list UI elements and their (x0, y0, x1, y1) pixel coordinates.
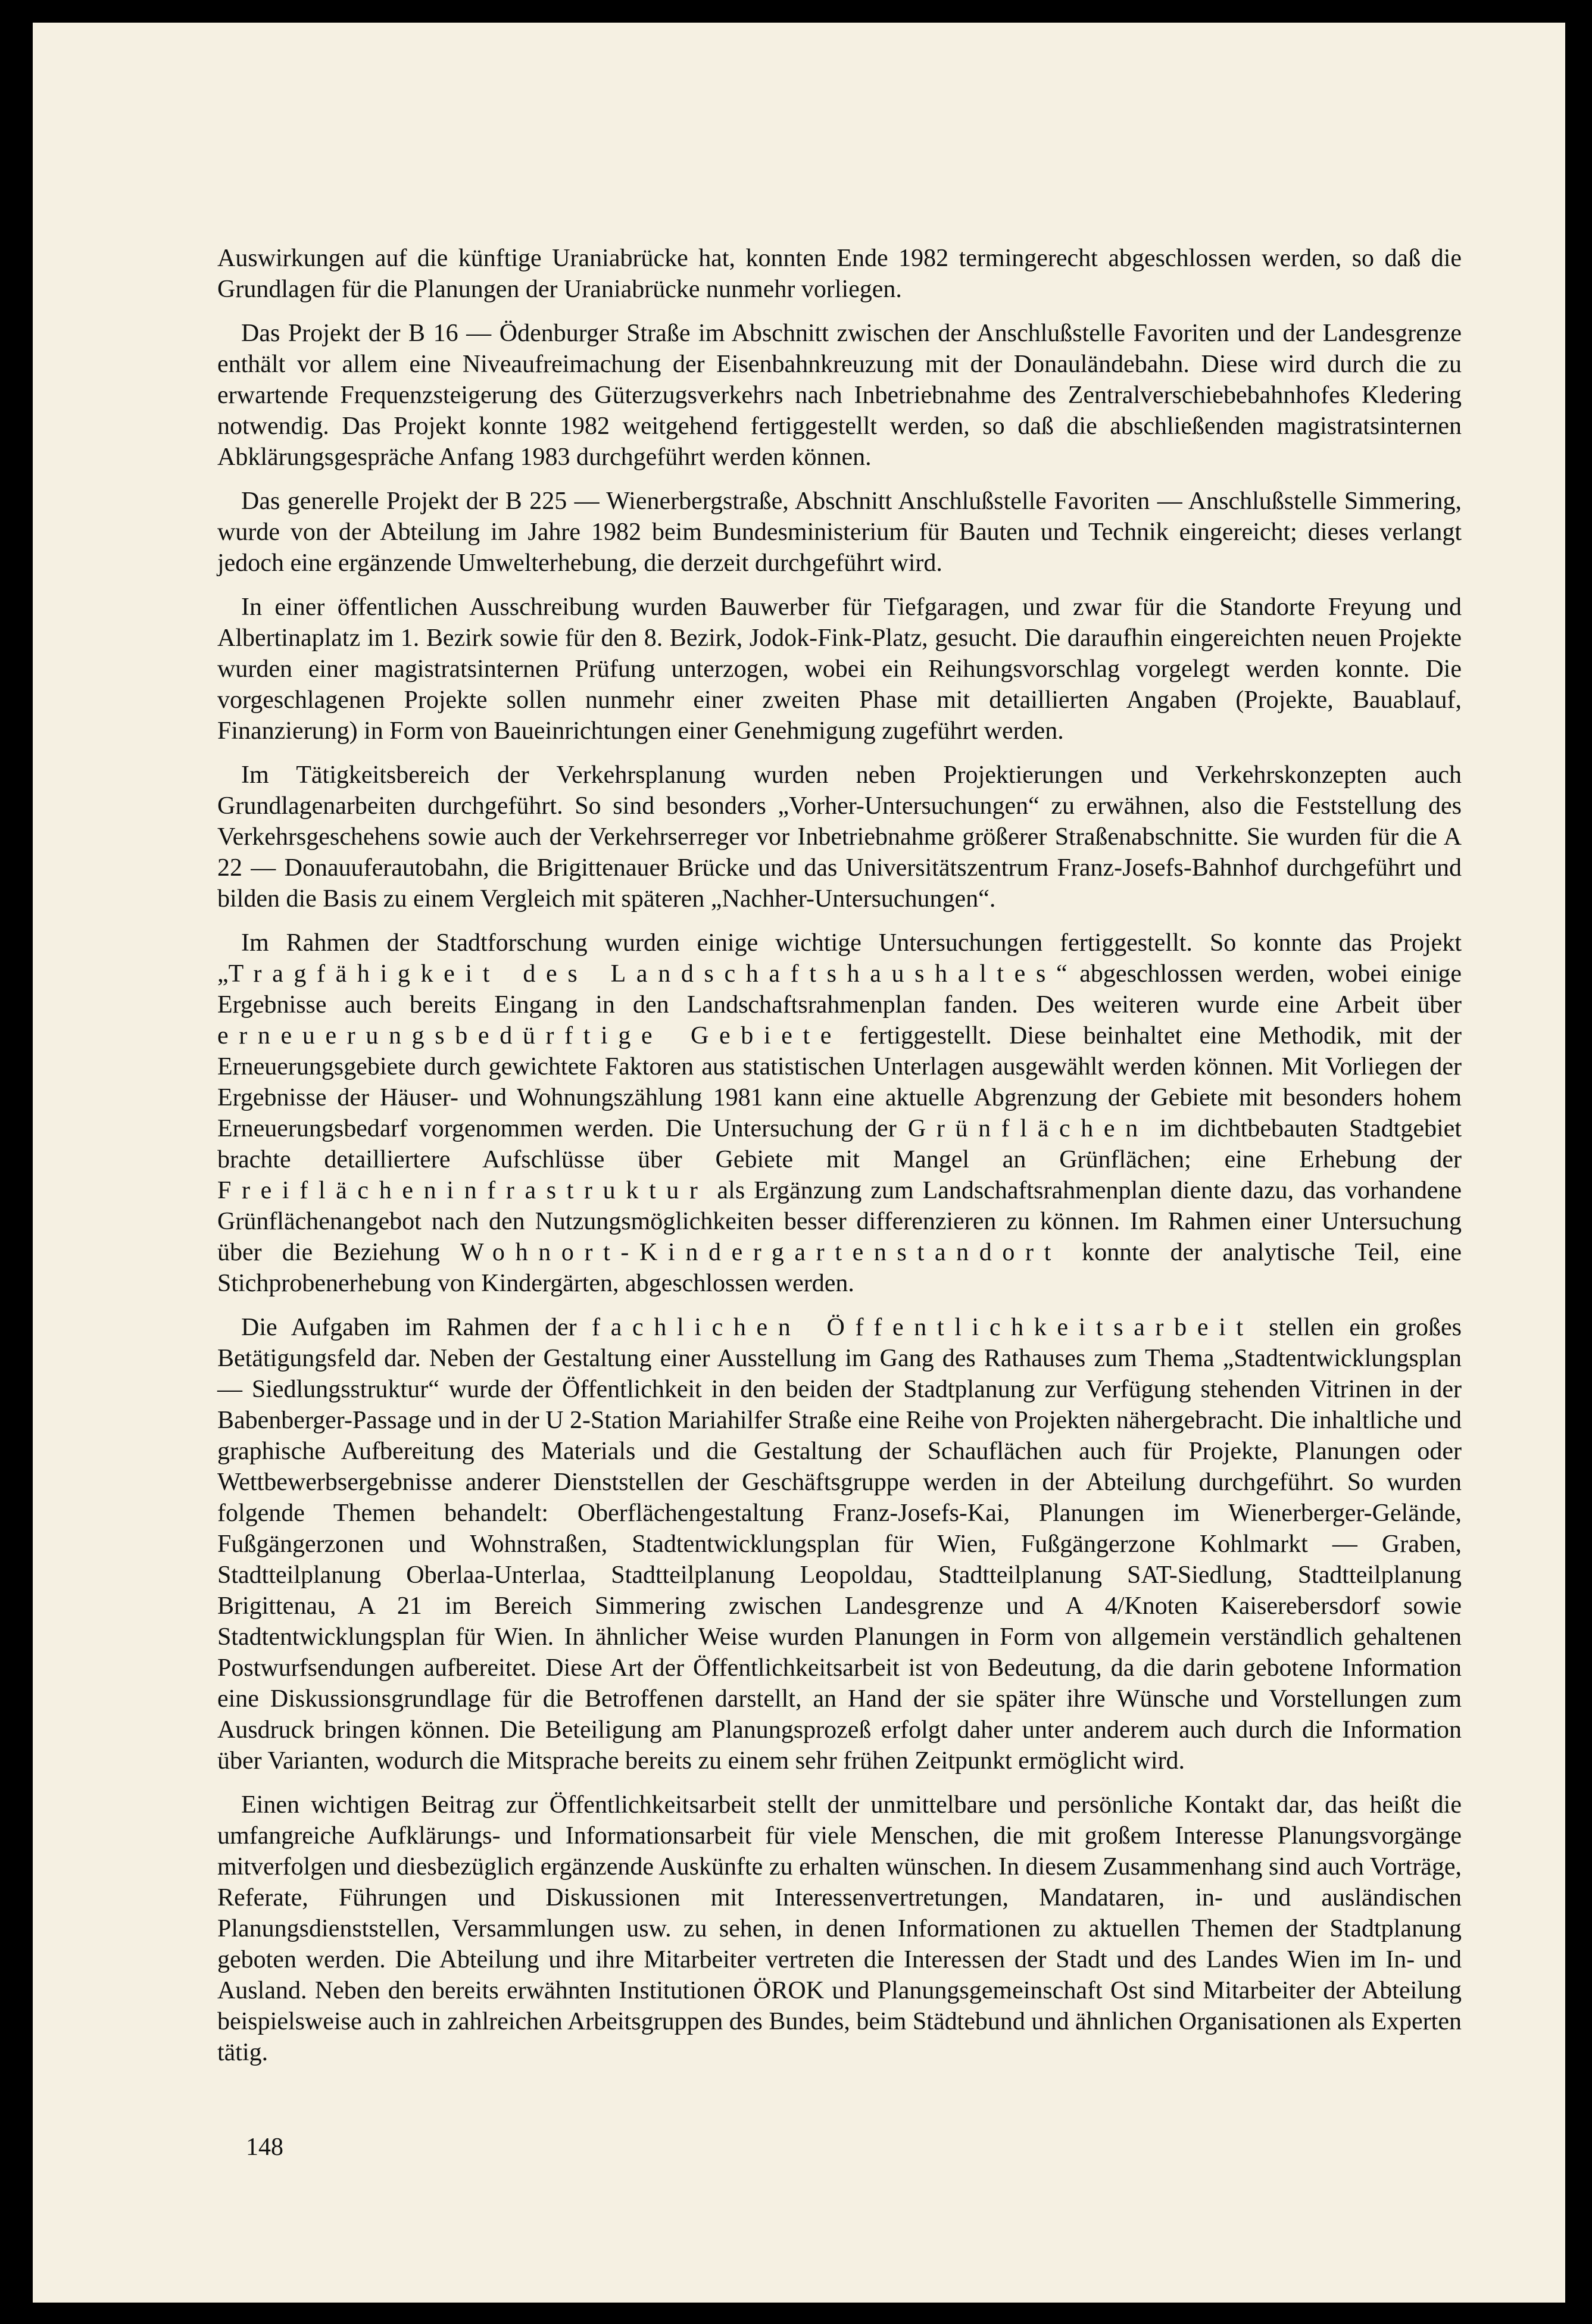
text-segment: Im Tätigkeitsbereich der Verkehrsplanung wurden neben Projektierungen und Verkehrskonzepten auch Grundlagenarbeiten durchgeführt. So sind besonders „Vorher-Untersuchungen“ zu erwähnen, also die Feststellung des Verkehrsgeschehens sowie auch der Verkehrserreger vor Inbetriebnahme größerer Straßenabschnitte. Sie wurden für die A 22 — Donauuferautobahn, die Brigittenauer Brücke und das Universitätszentrum Franz-Josefs-Bahnhof durchgeführt und bilden die Basis zu einem Vergleich mit späteren „Nachher-Untersuchungen“. (217, 761, 1462, 913)
spaced-emphasis: fachlichen Öffentlichkeitsarbeit (592, 1314, 1254, 1341)
paragraph (217, 486, 1462, 579)
spaced-emphasis: Wohnort-Kindergartenstandort (460, 1239, 1062, 1266)
text-segment: Im Rahmen der Stadtforschung wurden einige wichtige Untersuchungen fertiggestellt. So konnte das Projekt „ (217, 929, 1462, 988)
text-segment: als Ergänzung zum Landschaftsrahmenplan diente dazu, das vorhandene Grünflächenangebot nach den Nutzungsmöglichkeiten besser differenzieren zu können. Im Rahmen einer Untersuchung über die Beziehung (217, 1177, 1462, 1266)
text-segment: fertiggestellt. Diese beinhaltet eine Methodik, mit der Erneuerungsgebiete durch gewichtete Faktoren aus statistischen Unterlagen ausgewählt werden können. Mit Vorliegen der Ergebnisse der Häuser- und Wohnungszählung 1981 kann eine aktuelle Abgrenzung der Gebiete mit besonders hohem Erneuerungsbedarf vorgenommen werden. Die Untersuchung der (217, 1022, 1462, 1142)
text-segment: “ abgeschlossen werden, wobei einige Ergebnisse auch bereits Eingang in den Landschaftsrahmenplan fanden. Des weiteren wurde eine Arbeit über (217, 960, 1462, 1019)
text-segment: im dichtbebauten Stadtgebiet brachte detailliertere Aufschlüsse über Gebiete mit Mangel an Grünflächen; eine Erhebung der (217, 1115, 1462, 1173)
paragraph (217, 318, 1462, 473)
text-segment: stellen ein großes Betätigungsfeld dar. Neben der Gestaltung einer Ausstellung im Gang des Rathauses zum Thema „Stadtentwicklungsplan — Siedlungsstruktur“ wurde der Öffentlichkeit in den beiden der Stadtplanung zur Verfügung stehenden Vitrinen in der Babenberger-Passage und in der U 2-Station Mariahilfer Straße eine Reihe von Projekten nähergebracht. Die inhaltliche und graphische Aufbereitung des Materials und die Gestaltung der Schauflächen auch für Projekte, Planungen oder Wettbewerbsergebnisse anderer Dienststellen der Geschäftsgruppe werden in der Abteilung durchgeführt. So wurden folgende Themen behandelt: Oberflächengestaltung Franz-Josefs-Kai, Planungen im Wienerberger-Gelände, Fußgängerzonen und Wohnstraßen, Stadtentwicklungsplan für Wien, Fußgängerzone Kohlmarkt — Graben, Stadtteilplanung Oberlaa-Unterlaa, Stadtteilplanung Leopoldau, Stadtteilplanung SAT-Siedlung, Stadtteilplanung Brigittenau, A 21 im Bereich Simmering zwischen Landesgrenze und A 4/Knoten Kaiserebersdorf sowie Stadtentwicklungsplan für Wien. In ähnlicher Weise wurden Planungen in Form von allgemein verständlich gehaltenen Postwurfsendungen aufbereitet. Diese Art der Öffentlichkeitsarbeit ist von Bedeutung, da die darin gebotene Information eine Diskussionsgrundlage für die Betroffenen darstellt, an Hand der sie später ihre Wünsche und Vorstellungen zum Ausdruck bringen können. Die Beteiligung am Planungsprozeß erfolgt daher unter anderem auch durch die Information über Varianten, wodurch die Mitsprache bereits zu einem sehr frühen Zeitpunkt ermöglicht wird. (217, 1314, 1462, 1775)
text-segment: Das generelle Projekt der B 225 — Wienerbergstraße, Abschnitt Anschlußstelle Favoriten — Anschlußstelle Simmering, wurde von der Abteilung im Jahre 1982 beim Bundesministerium für Bauten und Technik eingereicht; dieses verlangt jedoch eine ergänzende Umwelterhebung, die derzeit durchgeführt wird. (217, 488, 1462, 577)
paragraph (217, 592, 1462, 746)
paragraph (217, 760, 1462, 914)
page-number: 148 (246, 2134, 283, 2161)
text-segment: Einen wichtigen Beitrag zur Öffentlichkeitsarbeit stellt der unmittelbare und persönliche Kontakt dar, das heißt die umfangreiche Aufklärungs- und Informationsarbeit für viele Menschen, die mit großem Interesse Planungsvorgänge mitverfolgen und diesbezüglich ergänzende Auskünfte zu erhalten wünschen. In diesem Zusammenhang sind auch Vorträge, Referate, Führungen und Diskussionen mit Interessenvertretungen, Mandataren, in- und ausländischen Planungsdienststellen, Versammlungen usw. zu sehen, in denen Informationen zu aktuellen Themen der Stadtplanung geboten werden. Die Abteilung und ihre Mitarbeiter vertreten die Interessen der Stadt und des Landes Wien im In- und Ausland. Neben den bereits erwähnten Institutionen ÖROK und Planungsgemeinschaft Ost sind Mitarbeiter der Abteilung beispielsweise auch in zahlreichen Arbeitsgruppen des Bundes, beim Städtebund und ähnlichen Organisationen als Experten tätig. (217, 1791, 1462, 2066)
paragraph (217, 1312, 1462, 1776)
text-segment: Die Aufgaben im Rahmen der (241, 1314, 592, 1341)
paragraph (217, 927, 1462, 1299)
paragraph (217, 1789, 1462, 2068)
text-segment: konnte der analytische Teil, eine Stichprobenerhebung von Kindergärten, abgeschlossen werden. (217, 1239, 1462, 1297)
body-text (217, 243, 1462, 2081)
spaced-emphasis: Freiflächeninfrastruktur (217, 1177, 708, 1204)
paragraph (217, 243, 1462, 305)
document-page (33, 23, 1565, 2303)
text-segment: Das Projekt der B 16 — Ödenburger Straße im Abschnitt zwischen der Anschlußstelle Favoriten und der Landesgrenze enthält vor allem eine Niveaufreimachung der Eisenbahnkreuzung mit der Donauländebahn. Diese wird durch die zu erwartende Frequenzsteigerung des Güterzugsverkehrs nach Inbetriebnahme des Zentralverschiebebahnhofes Kledering notwendig. Das Projekt konnte 1982 weitgehend fertiggestellt werden, so daß die abschließenden magistratsinternen Abklärungsgespräche Anfang 1983 durchgeführt werden können. (217, 320, 1462, 471)
spaced-emphasis: erneuerungsbedürftige Gebiete (217, 1022, 842, 1049)
spaced-emphasis: Grünflächen (907, 1115, 1148, 1142)
text-segment: In einer öffentlichen Ausschreibung wurden Bauwerber für Tiefgaragen, und zwar für die Standorte Freyung und Albertinaplatz im 1. Bezirk sowie für den 8. Bezirk, Jodok-Fink-Platz, gesucht. Die daraufhin eingereichten neuen Projekte wurden einer magistratsinternen Prüfung unterzogen, wobei ein Reihungsvorschlag vorgelegt werden konnte. Die vorgeschlagenen Projekte sollen nunmehr einer zweiten Phase mit detaillierten Angaben (Projekte, Bauablauf, Finanzierung) in Form von Baueinrichtungen einer Genehmigung zugeführt werden. (217, 594, 1462, 745)
spaced-emphasis: Tragfähigkeit des Landschaftshaushaltes (228, 960, 1056, 988)
text-segment: Auswirkungen auf die künftige Uraniabrücke hat, konnten Ende 1982 termingerecht abgeschlossen werden, so daß die Grundlagen für die Planungen der Uraniabrücke nunmehr vorliegen. (217, 245, 1462, 303)
